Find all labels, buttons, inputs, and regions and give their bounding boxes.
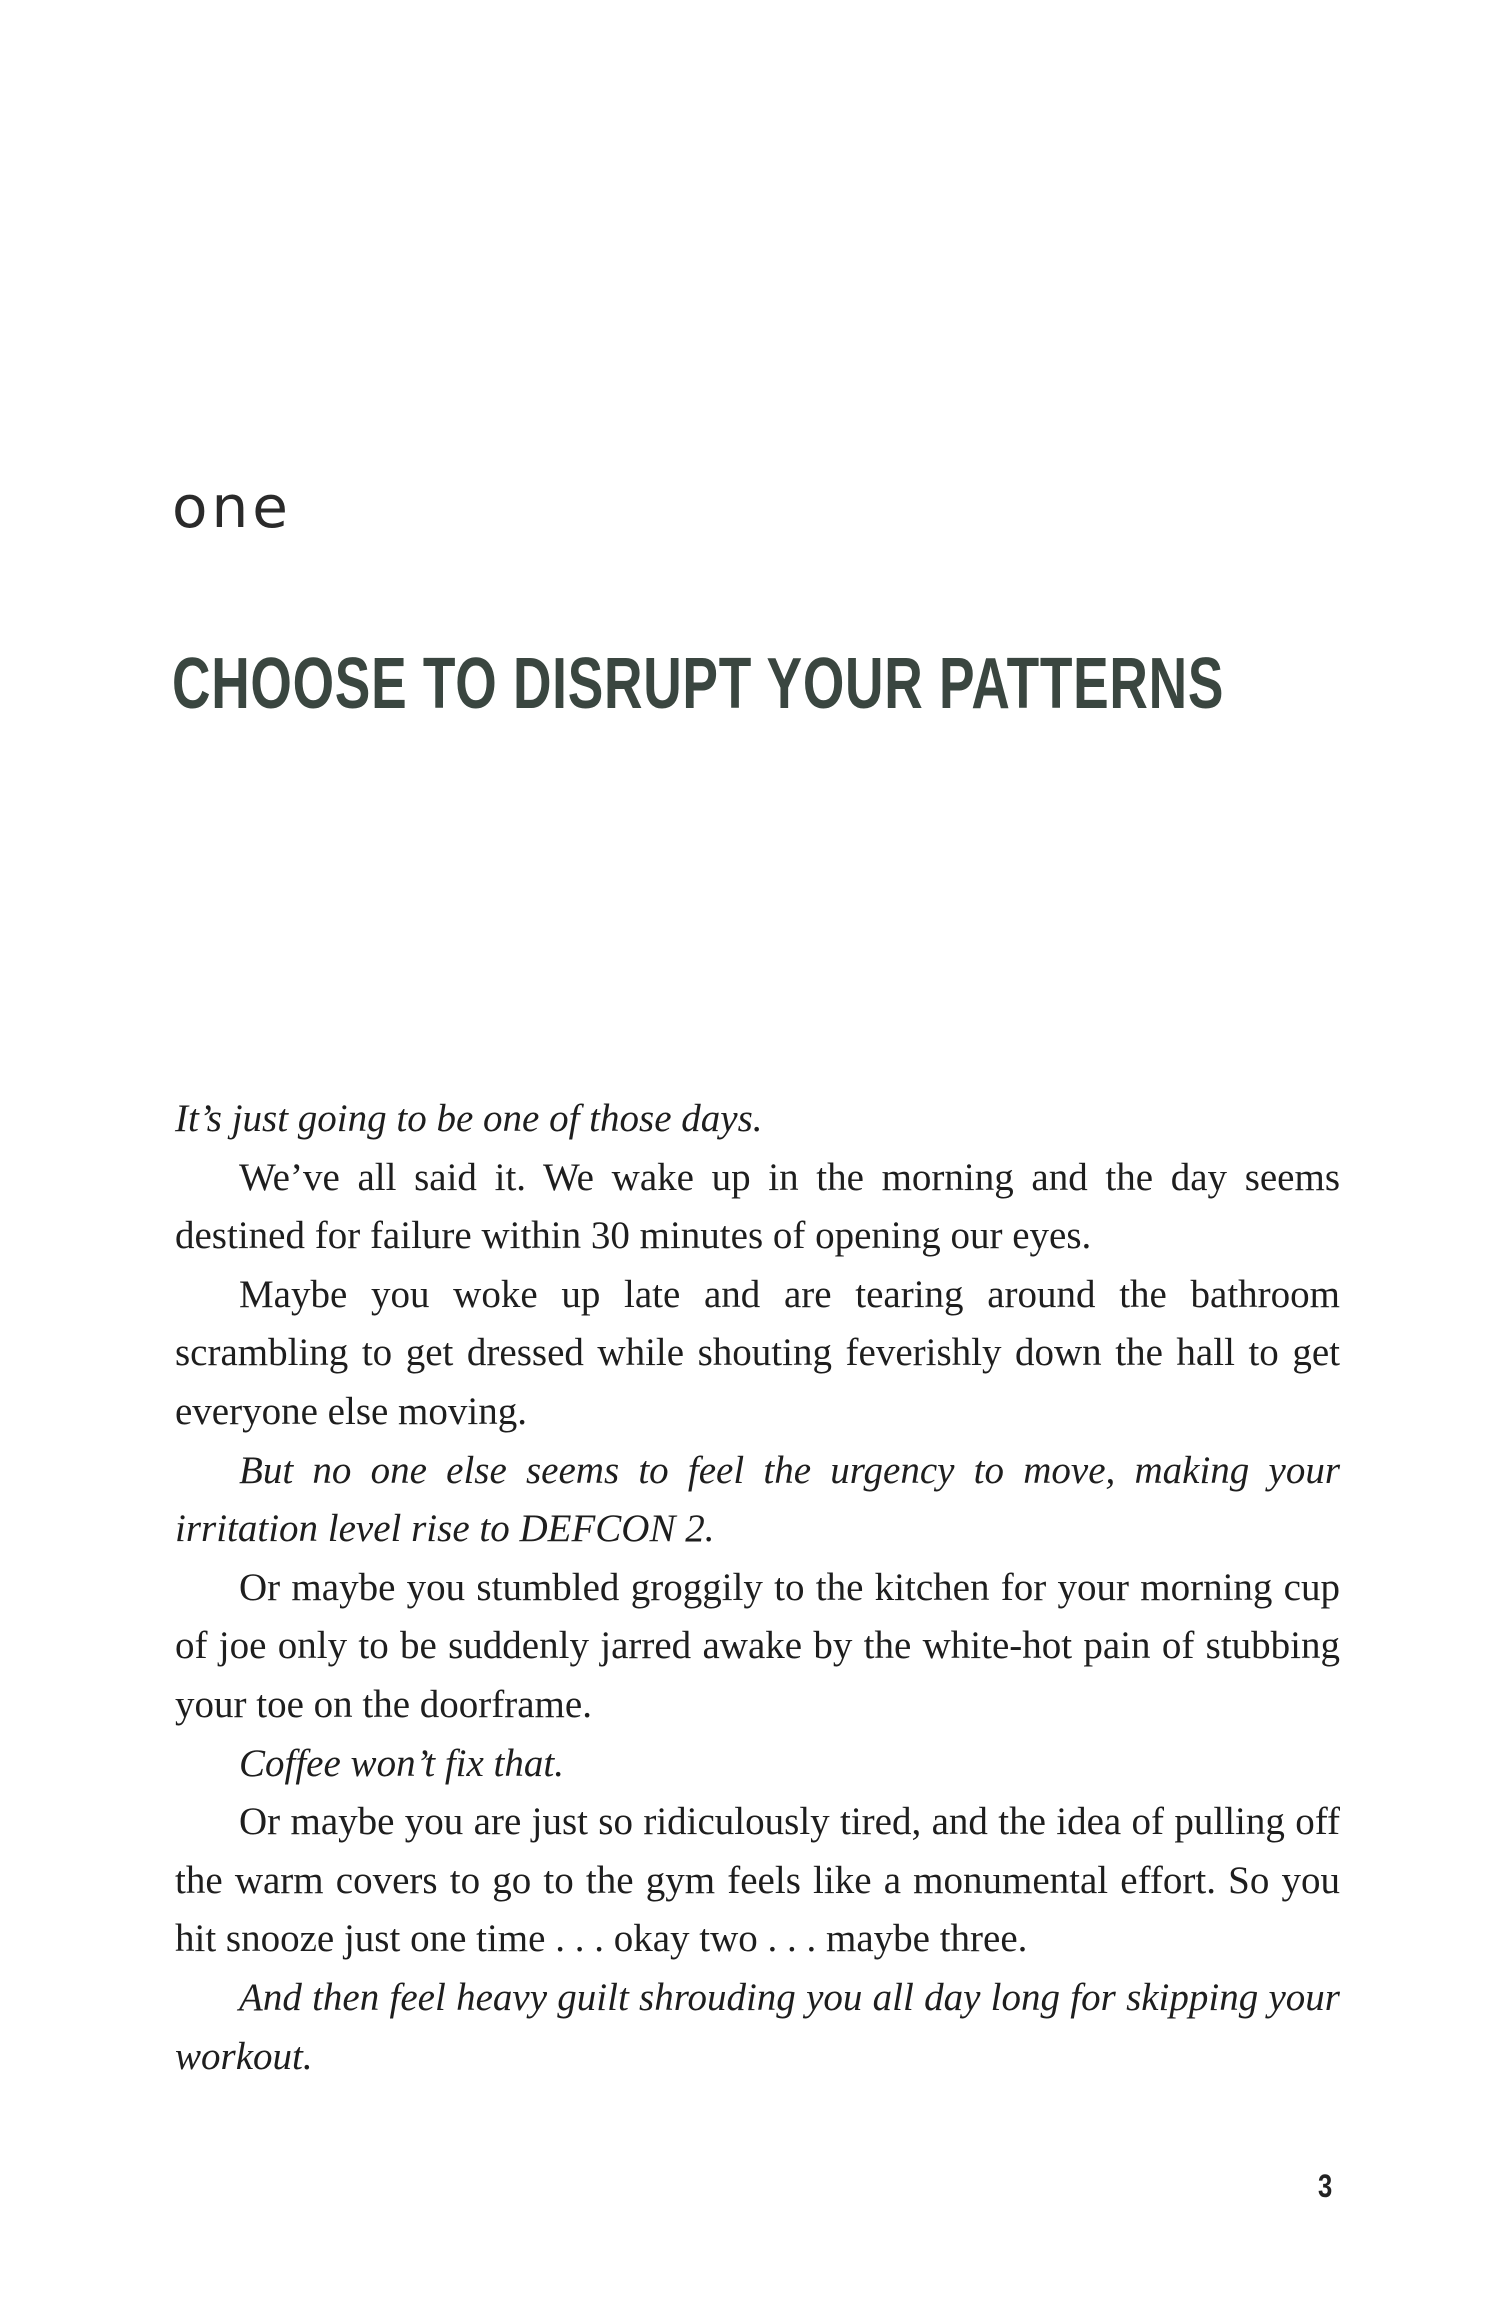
chapter-number: one — [172, 473, 292, 541]
paragraph-5: Or maybe you stumbled groggily to the kitchen for your morning cup of joe only to be suddenly jarred awake by the white-hot pain of stubbing your toe on the doorframe. — [175, 1565, 1340, 1726]
paragraph-1: It’s just going to be one of those days. — [175, 1097, 763, 1140]
paragraph-6: Coffee won’t fix that. — [239, 1741, 564, 1785]
chapter-title: CHOOSE TO DISRUPT YOUR PATTERNS — [172, 644, 1225, 724]
paragraph-2: We’ve all said it. We wake up in the morning and the day seems destined for failure within 30 minutes of opening our eyes. — [175, 1155, 1340, 1258]
chapter-body — [175, 1090, 1340, 2086]
paragraph-7: Or maybe you are just so ridiculously tired, and the idea of pulling off the warm covers to go to the gym feels like a monumental effort. So you hit snooze just one time . . . okay two . . . maybe three. — [175, 1800, 1340, 1961]
paragraph-4: But no one else seems to feel the urgency to move, making your irritation level rise to DEFCON 2. — [175, 1448, 1340, 1551]
paragraph-8: And then feel heavy guilt shrouding you all day long for skipping your workout. — [175, 1975, 1340, 2078]
page-number: 3 — [1318, 2168, 1333, 2204]
paragraph-3: Maybe you woke up late and are tearing around the bathroom scrambling to get dressed while shouting feverishly down the hall to get everyone else moving. — [175, 1272, 1340, 1433]
